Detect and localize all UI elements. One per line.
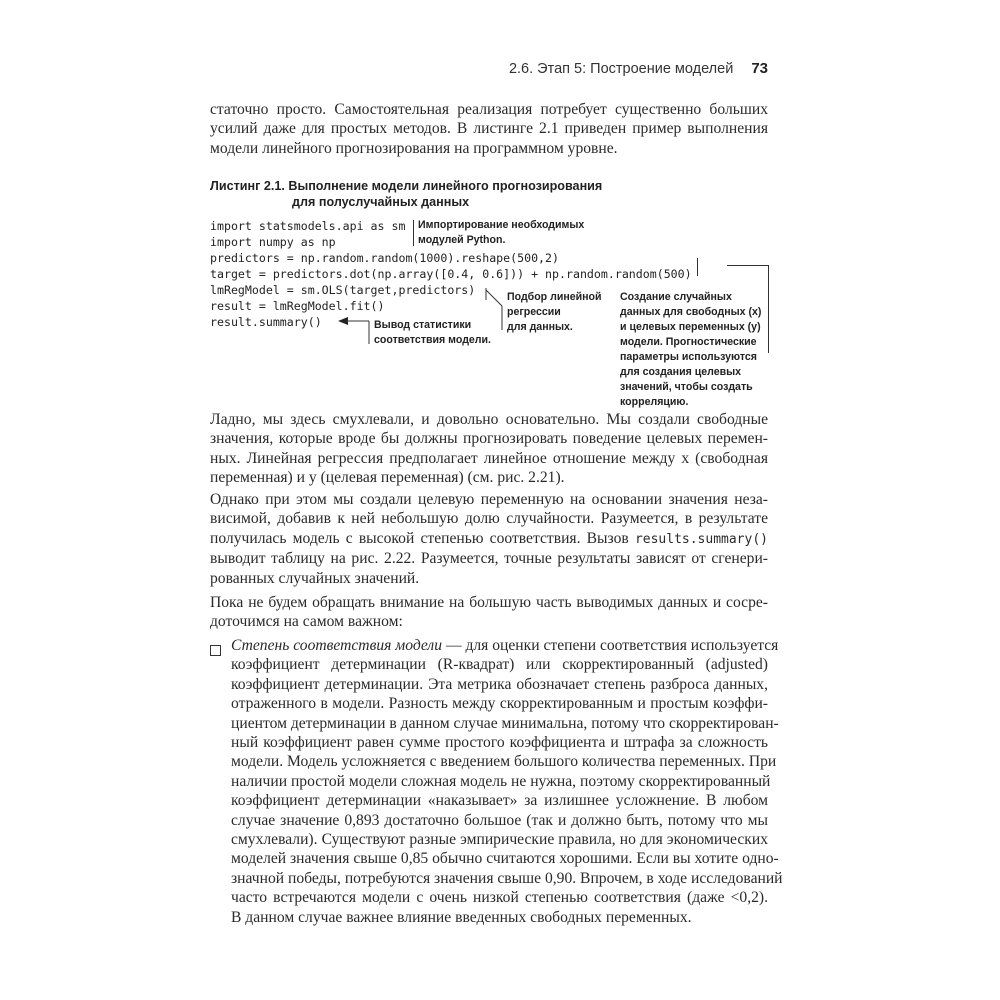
- text-line: В данном случае важнее влияние введенных свободных переменных.: [231, 908, 692, 926]
- annotation-random: Создание случайных данных для свободных (x) и целевых переменных (y) модели. Прогностические параметры используются для создания целевых значений, чтобы создать корреляцию.: [620, 291, 762, 408]
- bullet-item: [231, 636, 783, 927]
- text-line: наличии простой модели сложная модель не нужна, поэтому скорректированный: [231, 772, 771, 790]
- section-title: 2.6. Этап 5: Построение моделей: [508, 61, 734, 77]
- text-line: висимой, добавив к ней небольшую долю случайности. Разумеется, в результате: [210, 510, 768, 528]
- text-line: циентом детерминации в данном случае минимальна, потому что скорректирован-: [231, 714, 779, 732]
- inline-code: results.summary(): [634, 531, 768, 547]
- bracket-line: [768, 265, 769, 353]
- text-line: коэффициент детерминации. Эта метрика обозначает степень разброса данных,: [231, 675, 768, 693]
- text-line: переменная) и y (целевая переменная) (см. рис. 2.21).: [210, 469, 565, 487]
- text-line: статочно просто. Самостоятельная реализация потребует существенно больших: [210, 101, 768, 118]
- text: — для оценки степени соответствия используется: [442, 637, 779, 654]
- text-line: модели линейного прогнозирования на программном уровне.: [210, 139, 618, 157]
- annotation-fit: Подбор линейной регрессии для данных.: [507, 291, 602, 333]
- listing-title-line: для полуслучайных данных: [292, 195, 470, 209]
- text-line: моделей значения свыше 0,85 обычно считаются хорошими. Если вы хотите одно-: [231, 850, 779, 868]
- text-line: [231, 636, 779, 655]
- code-line: target = predictors.dot(np.array([0.4, 0.6])) + np.random.random(500): [210, 267, 692, 281]
- paragraph: [210, 490, 768, 588]
- annotation-summary: Вывод статистики соответствия модели.: [374, 319, 491, 346]
- code-line: result.summary(): [210, 315, 322, 329]
- page-number: 73: [751, 60, 768, 77]
- text-line: коэффициент детерминации (R-квадрат) или скорректированный (adjusted): [231, 656, 768, 674]
- text-line: отраженного в модели. Разность между скорректированным и простым коэффи-: [231, 695, 768, 713]
- text-line: [210, 529, 768, 549]
- text-line: Пока не будем обращать внимание на большую часть выводимых данных и сосре-: [210, 594, 768, 611]
- text-line: Однако при этом мы создали целевую переменную на основании значения неза-: [210, 491, 768, 508]
- code-line: result = lmRegModel.fit(): [210, 299, 385, 313]
- arrow-icon: [338, 314, 372, 344]
- listing-title: [210, 178, 602, 210]
- annotation-bar: [697, 258, 698, 276]
- text-line: ных. Линейная регрессия предполагает линейное отношение между x (свободная: [210, 449, 768, 467]
- text-line: модели. Модель усложняется с введением большого количества переменных. При: [231, 753, 777, 771]
- text-line: случае значение 0,893 достаточно большое (так и должно быть, потому что мы: [231, 811, 768, 829]
- text-line: смухлевали). Существуют разные эмпирические правила, но для экономических: [231, 831, 768, 849]
- text-line: усилий даже для простых методов. В листинге 2.1 приведен пример выполнения: [210, 120, 768, 138]
- code-line: import numpy as np: [210, 235, 336, 249]
- text: получилась модель с высокой степенью соответствия. Вызов: [210, 529, 629, 547]
- paragraph: [210, 410, 768, 488]
- annotation-bar: [413, 220, 414, 246]
- term: Степень соответствия модели: [231, 637, 443, 654]
- listing-title-line: Листинг 2.1. Выполнение модели линейного прогнозирования: [210, 179, 603, 193]
- text-line: рованных случайных значений.: [210, 569, 420, 587]
- text-line: значной победы, потребуются значения свыше 0,90. Впрочем, в ходе исследований: [231, 869, 783, 887]
- code-line: lmRegModel = sm.OLS(target,predictors): [210, 283, 476, 297]
- code-line: predictors = np.random.random(1000).reshape(500,2): [210, 251, 560, 265]
- text-line: выводит таблицу на рис. 2.22. Разумеется, точные результаты зависят от сгенери-: [210, 550, 768, 568]
- text-line: доточимся на самом важном:: [210, 613, 403, 631]
- text-line: значения, которые вроде бы должны прогнозировать поведение целевых перемен-: [210, 430, 768, 448]
- text-line: часто встречаются модели с очень низкой степенью соответствия (даже <0,2).: [231, 889, 768, 907]
- code-line: import statsmodels.api as sm: [210, 219, 406, 233]
- checkbox-bullet-icon: [210, 645, 221, 656]
- bracket-line: [727, 265, 768, 266]
- text-line: ный коэффициент равен сумме простого коэффициента и штрафа за сложность: [231, 734, 768, 752]
- paragraph: [210, 593, 768, 632]
- intro-paragraph: [210, 100, 768, 158]
- annotation-import: Импортирование необходимых модулей Python.: [418, 219, 585, 246]
- text-line: коэффициент детерминации «наказывает» за излишнее усложнение. В любом: [231, 792, 768, 810]
- text-line: Ладно, мы здесь смухлевали, и довольно основательно. Мы создали свободные: [210, 411, 768, 428]
- running-header: [210, 60, 768, 77]
